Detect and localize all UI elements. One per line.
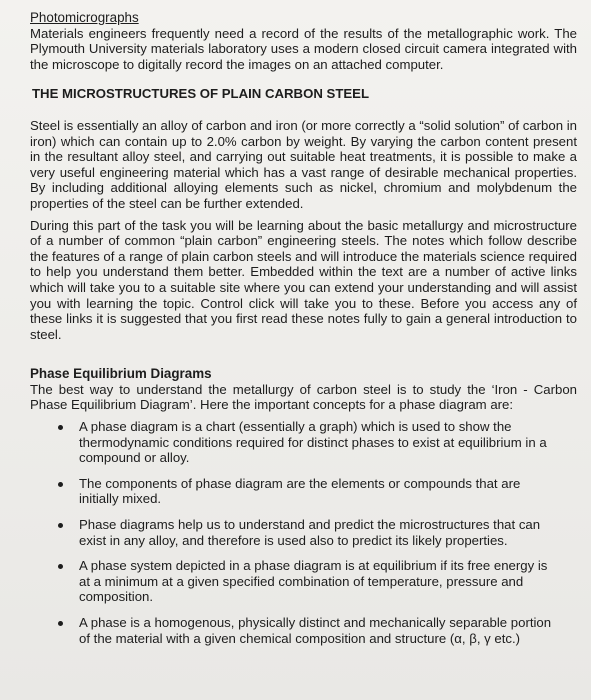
phase-intro: The best way to understand the metallurgy of carbon steel is to study the ‘Iron - Carbon Phase Equilibrium Diagram’. Here the important concepts for a phase diagram are: <box>30 381 577 413</box>
bullet-icon <box>58 523 63 528</box>
list-item-text: Phase diagrams help us to understand and predict the microstructures that can exist in any alloy, and therefore is used also to predict its likely properties. <box>79 517 541 548</box>
bullet-icon <box>58 621 63 626</box>
list-item <box>30 615 577 646</box>
body-paragraph-1: Steel is essentially an alloy of carbon and iron (or more correctly a “solid solution” of carbon in iron) which can contain up to 2.0% carbon by weight. By varying the carbon content present in the resultant alloy steel, and carrying out suitable heat treatments, it is possible to make a very useful engineering material which has a vast range of desirable mechanical properties. By including additional alloying elements such as nickel, chromium and molybdenum the properties of the steel can be further extended. <box>30 117 577 211</box>
list-item <box>30 476 577 507</box>
list-item-text: A phase system depicted in a phase diagram is at equilibrium if its free energy is at a minimum at a given specified combination of temperature, pressure and composition. <box>79 558 548 605</box>
list-item-text: A phase diagram is a chart (essentially a graph) which is used to show the thermodynamic conditions required for distinct phases to exist at equilibrium in a compound or alloy. <box>79 419 547 466</box>
intro-paragraph: Materials engineers frequently need a record of the results of the metallographic work. The Plymouth University materials laboratory uses a modern closed circuit camera integrated with the microscope to digitally record the images on an attached computer. <box>30 25 577 72</box>
list-item <box>30 558 577 605</box>
bullet-icon <box>58 482 63 487</box>
main-heading: THE MICROSTRUCTURES OF PLAIN CARBON STEEL <box>32 86 370 102</box>
phase-heading: Phase Equilibrium Diagrams <box>30 366 212 382</box>
body-paragraph-2: During this part of the task you will be learning about the basic metallurgy and microstructure of a number of common “plain carbon” engineering steels. The notes which follow describe the features of a range of plain carbon steels and will introduce the materials science required to help you understand them better. Embedded within the text are a number of active links which will take you to a suitable site where you can extend your understanding and will assist you with learning the topic. Control click will take you to these. Before you access any of these links it is suggested that you first read these notes fully to gain a general introduction to steel. <box>30 217 577 342</box>
bullet-icon <box>58 564 63 569</box>
list-item <box>30 517 577 548</box>
list-item-text: A phase is a homogenous, physically distinct and mechanically separable portion of the material with a given chemical composition and structure (α, β, γ etc.) <box>79 615 552 646</box>
list-item-text: The components of phase diagram are the elements or compounds that are initially mixed. <box>79 475 521 507</box>
section-title: Photomicrographs <box>30 10 139 25</box>
concept-list <box>30 419 577 646</box>
section-spacer <box>30 342 577 366</box>
bullet-icon <box>58 425 63 430</box>
list-item <box>30 419 577 466</box>
